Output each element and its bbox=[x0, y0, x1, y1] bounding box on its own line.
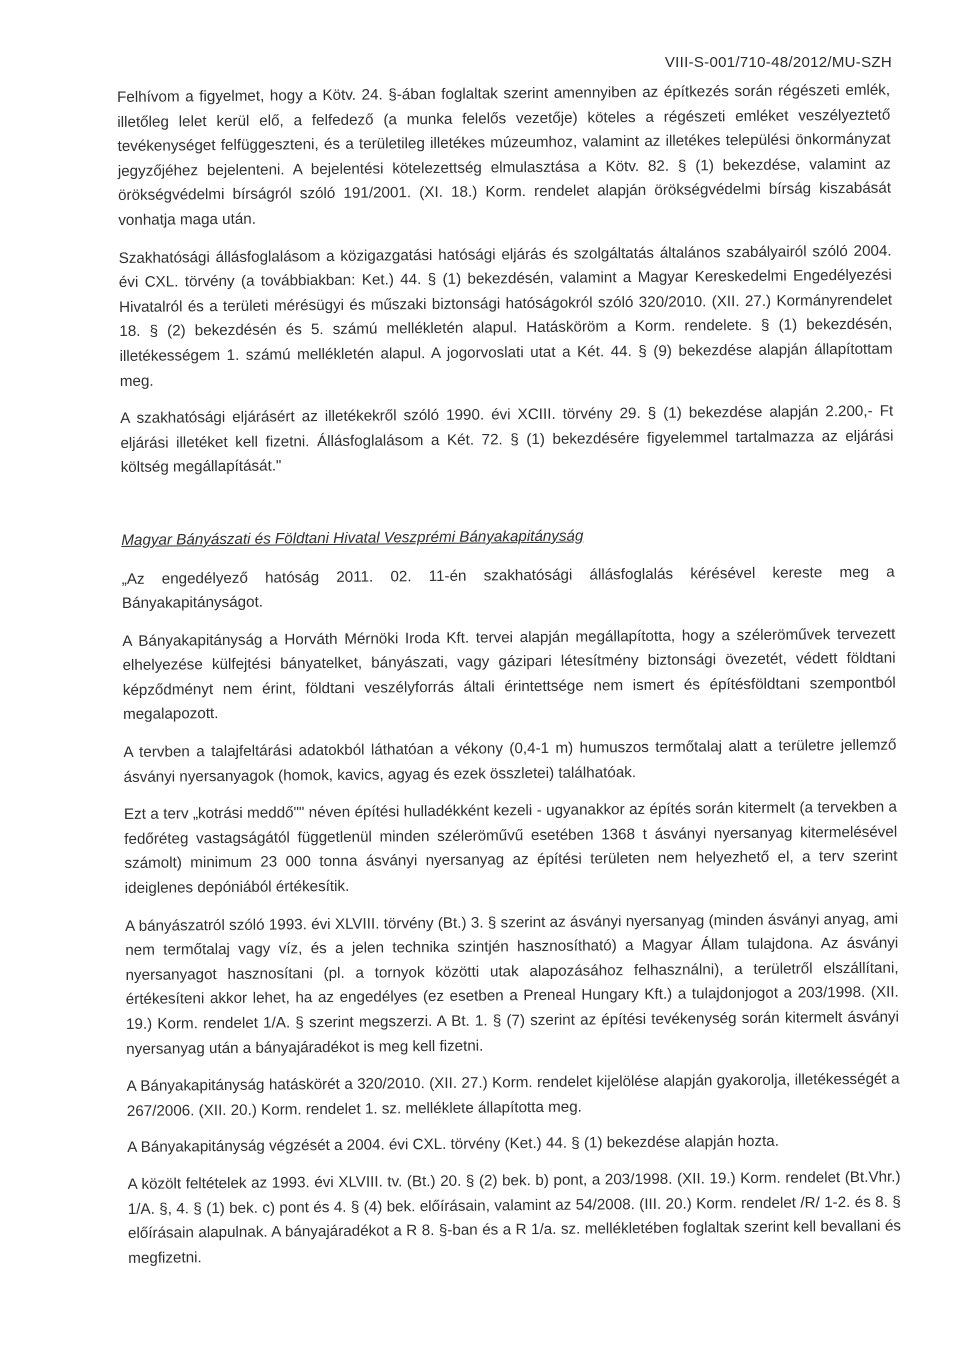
paragraph-mining-act: A bányászatról szóló 1993. évi XLVIII. törvény (Bt.) 3. § szerint az ásványi nyersanyag (minden ásványi anyag, ami nem termőtalaj vagy víz, és a jelen technika szintjén hasznosítható) a Magyar Állam tulajdona. Az ásványi nyersanyagot hasznosítani (pl. a tornyok közötti utak alapozásához felhasználni), a területről elszállítani, értékesíteni akkor lehet, ha az engedélyes (ez esetben a Preneal Hungary Kft.) a tulajdonjogot a 203/1998. (XII. 19.) Korm. rendelet 1/A. § szerint megszerzi. A Bt. 1. § (7) szerint az építési tevékenység során kitermelt ásványi nyersanyag után a bányajáradékot is meg kell fizetni. bbox=[124, 910, 900, 1058]
paragraph-conditions: A közölt feltételek az 1993. évi XLVIII. tv. (Bt.) 20. § (2) bek. b) pont, a 203/1998. (XII. 19.) Korm. rendelet (Bt.Vhr.) 1/A. §, 4. § (1) bek. c) pont és 4. § (4) bek. előírásain, valamint az 54/2008. (III. 20.) Korm. rendelet /R/ 1-2. és 8. § előírásain alapulnak. A bányajáradékot a R 8. §-ban és a R 1/a. sz. mellékletében foglaltak szerint kell bevallani és megfizetni. bbox=[127, 1168, 902, 1267]
paragraph-procedural-fee: A szakhatósági eljárásért az illetékekről szóló 1990. évi XCIII. törvény 29. § (1) bekezdése alapján 2.200,- Ft eljárási illetéket kell fizetni. Állásfoglalásom a Két. 72. § (1) bekezdésére figyelemmel tartalmazza az eljárási költség megállapítását." bbox=[120, 402, 894, 477]
paragraph-competence: A Bányakapitányság hatáskörét a 320/2010. (XII. 27.) Korm. rendelet kijelölése alapján gyakorolja, illetékességét a 267/2006. (XII. 20.) Korm. rendelet 1. sz. melléklete állapította meg. bbox=[126, 1070, 900, 1120]
section-heading-mining-authority: Magyar Bányászati és Földtani Hivatal Veszprémi Bányakapitányság bbox=[121, 527, 584, 549]
document-body bbox=[117, 79, 901, 1285]
paragraph-legal-basis: Szakhatósági állásfoglalásom a közigazgatási hatósági eljárás és szolgáltatás általános szabályairól szóló 2004. évi CXL. törvény (a továbbiakban: Ket.) 44. § (1) bekezdésén, valamint a Magyar Kereskedelmi Engedélyezési Hivatalról és a területi mérésügyi és műszaki biztonsági hatóságokról szóló 320/2010. (XII. 27.) Kormányrendelet 18. § (2) bekezdésén és 5. számú mellékletén alapul. Hatásköröm a Korm. rendelete. § (1) bekezdésén, illetékességem 1. számú mellékletén alapul. A jogorvoslati utat a Két. 44. § (9) bekezdése alapján állapítottam meg. bbox=[118, 242, 893, 390]
document-reference-number: VIII-S-001/710-48/2012/MU-SZH bbox=[664, 54, 892, 71]
paragraph-archaeological-notice: Felhívom a figyelmet, hogy a Kötv. 24. §-ában foglaltak szerint amennyiben az építkezés során régészeti emlék, illetőleg lelet kerül elő, a felfedező (a munka felelős vezetője) köteles a régészeti emléket veszélyeztető tevékenységet felfüggeszteni, és a területileg illetékes múzeumhoz, valamint az illetékes települési önkormányzat jegyzőjéhez bejelenteni. A bejelentési kötelezettség elmulasztása a Kötv. 82. § (1) bekezdése, valamint az örökségvédelmi bírságról szóló 191/2001. (XI. 18.) Korm. rendelet alapján örökségvédelmi bírság kiszabását vonhatja maga után. bbox=[117, 81, 892, 229]
paragraph-request: „Az engedélyező hatóság 2011. 02. 11-én szakhatósági állásfoglalás kérésével kereste meg a Bányakapitányságot. bbox=[121, 563, 895, 613]
paragraph-soil-data: A tervben a talajfeltárási adatokból láthatóan a vékony (0,4-1 m) humuszos termőtalaj alatt a területre jellemző ásványi nyersanyagok (homok, kavics, agyag és ezek összletei) találhatóak. bbox=[123, 736, 897, 786]
paragraph-excavation-spoil: Ezt a terv „kotrási meddő"" néven építési hulladékként kezeli - ugyanakkor az építés során kitermelt (a tervekben a fedőréteg vastagságától függetlenül minden széleröművű esetében 1368 t ásványi nyersanyag kitermelésével számolt) minimum 23 000 tonna ásványi nyersanyag az építési területen nem helyezhető el, a terv szerint ideiglenes depóniából értékesítik. bbox=[123, 798, 898, 897]
paragraph-decision-basis: A Bányakapitányság végzését a 2004. évi CXL. törvény (Ket.) 44. § (1) bekezdése alapján hozta. bbox=[127, 1133, 780, 1157]
paragraph-findings: A Bányakapitányság a Horváth Mérnöki Iroda Kft. tervei alapján megállapította, hogy a széleröművek tervezett elhelyezése külfejtési bányatelket, bányászati, vagy gázipari létesítmény biztonsági övezetét, védett földtani képződményt nem érint, földtani veszélyforrás általi érintettsége nem ismert és építésföldtani szempontból megalapozott. bbox=[122, 625, 896, 724]
